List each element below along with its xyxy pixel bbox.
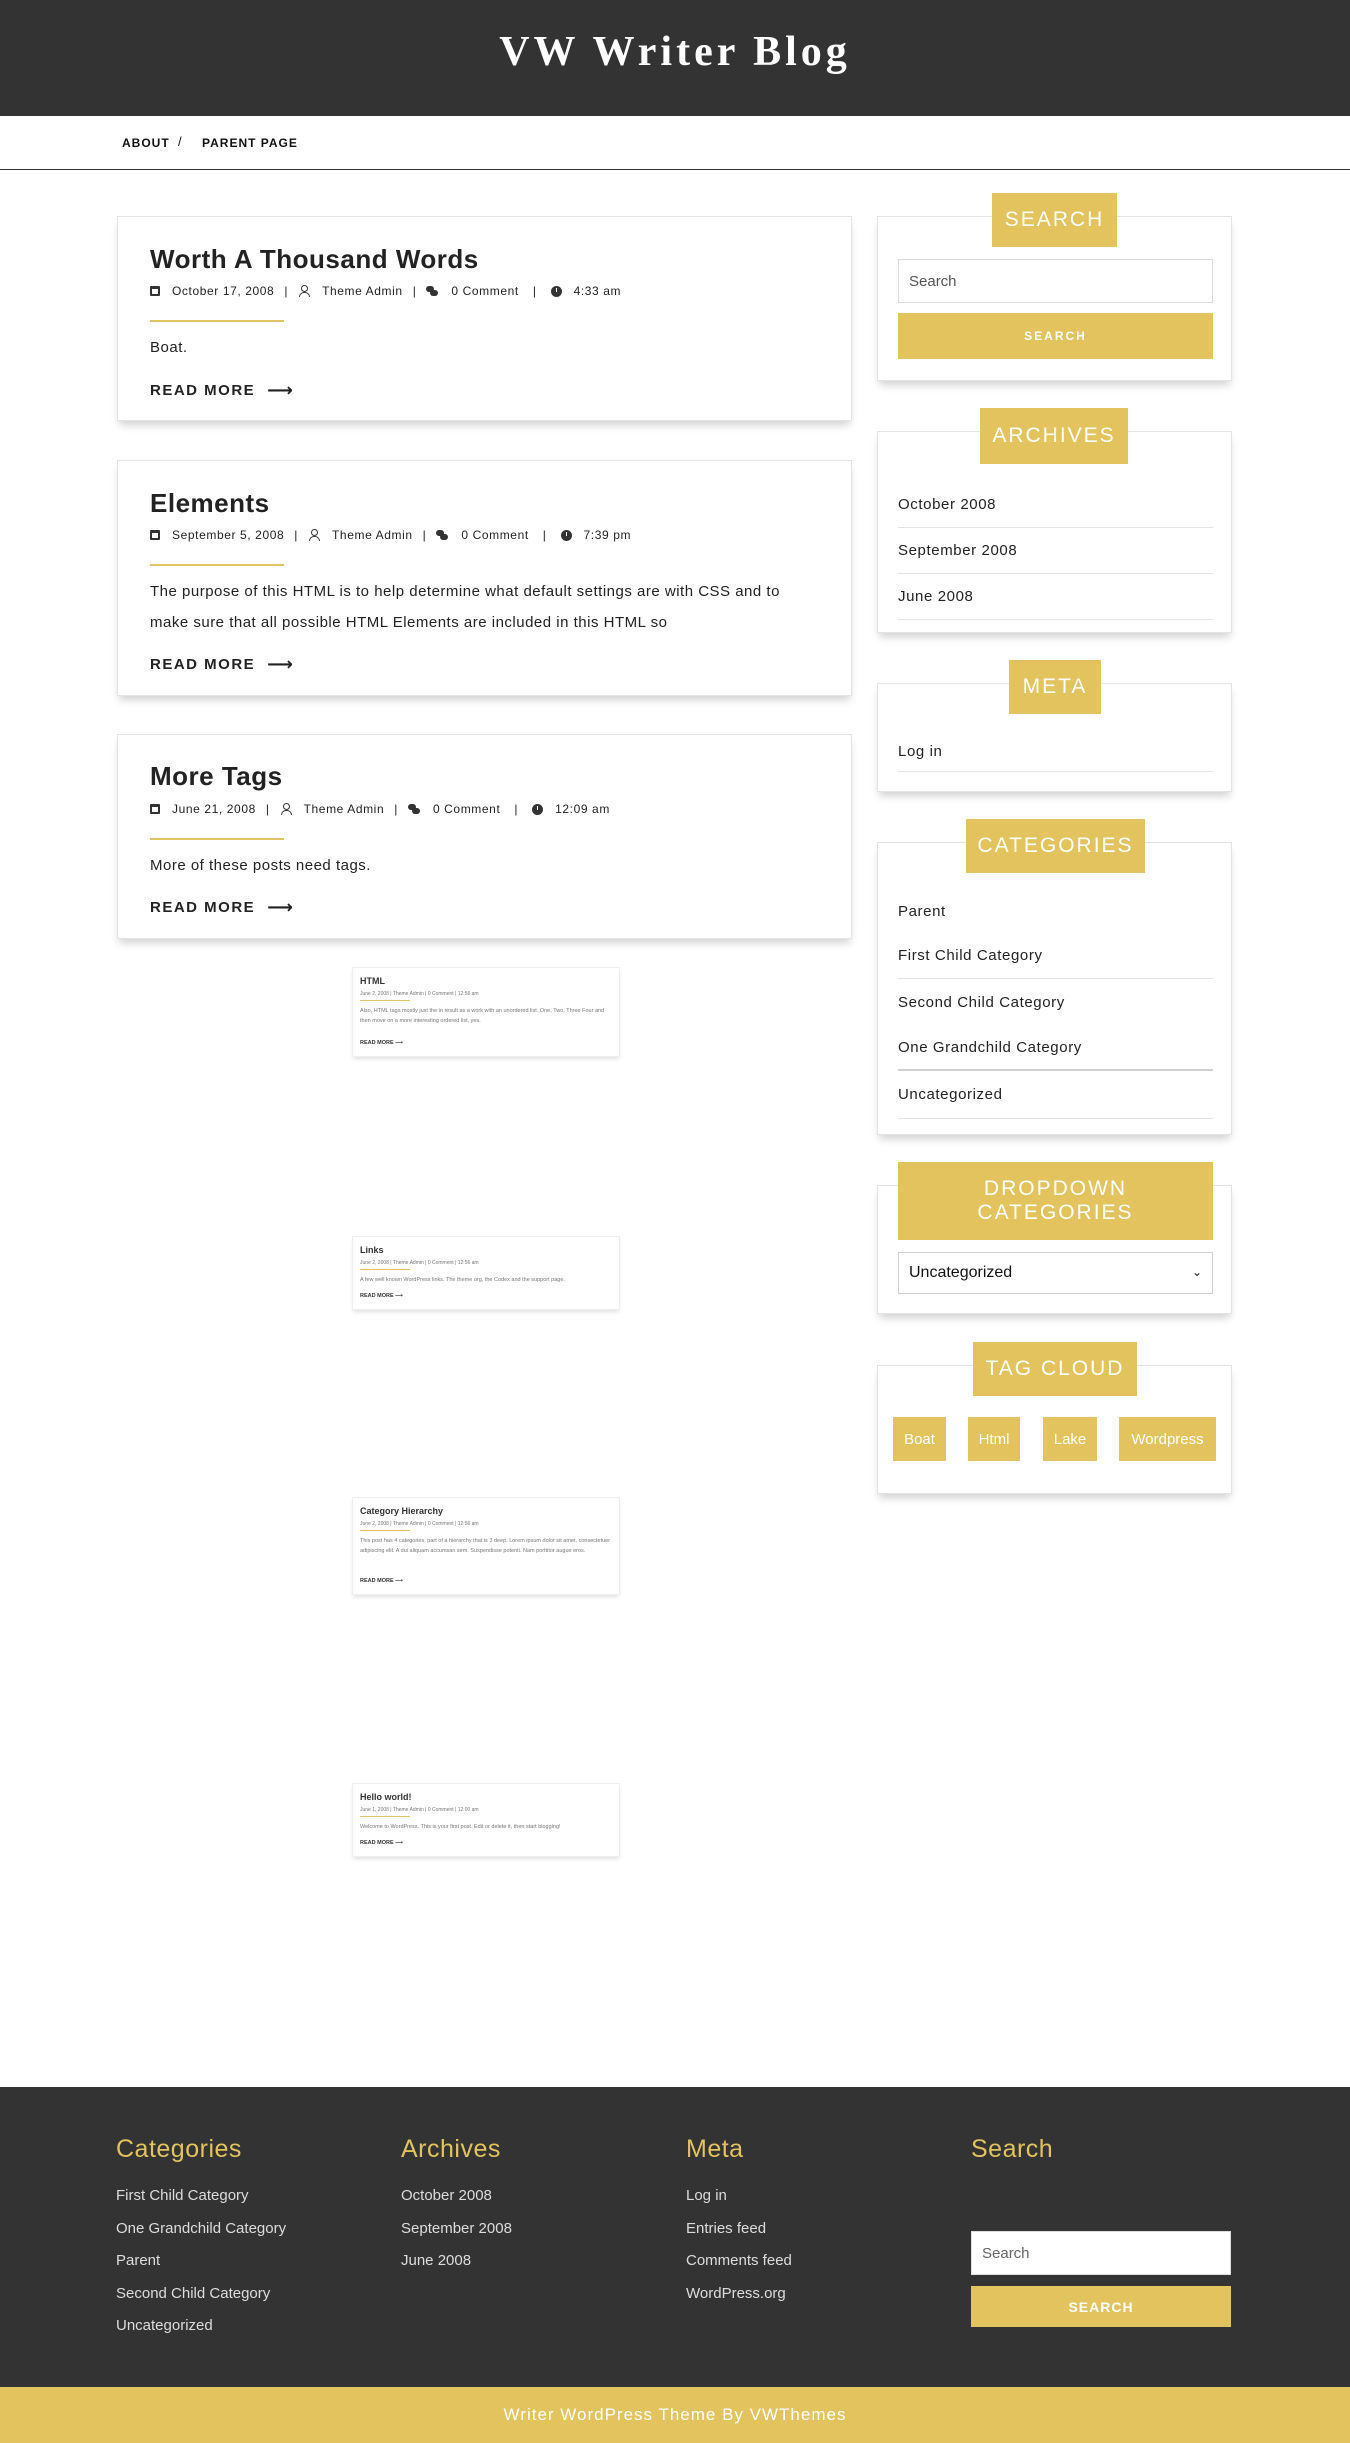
theme-credit-link[interactable]: Writer WordPress Theme By VWThemes: [503, 2405, 847, 2424]
post-title[interactable]: HTML: [360, 976, 385, 986]
read-more-link[interactable]: [150, 380, 294, 401]
category-link[interactable]: Uncategorized: [898, 1071, 1213, 1119]
arrow-right-icon: ⟶: [267, 380, 295, 400]
post-excerpt: The purpose of this HTML is to help determine what default settings are with CSS and to make sure that all possible HTML Elements are included in this HTML so: [150, 583, 780, 631]
clock-icon: [551, 286, 562, 297]
clock-icon: [561, 530, 572, 541]
footer-list: [116, 2182, 286, 2345]
post-date[interactable]: June 21, 2008: [172, 802, 256, 816]
main-navigation: [0, 116, 1350, 170]
widget-title: TAG CLOUD: [973, 1342, 1137, 1396]
footer-title: Archives: [401, 2135, 501, 2163]
post-title[interactable]: Links: [360, 1245, 384, 1255]
read-more-link[interactable]: READ MORE ⟶: [360, 1840, 404, 1846]
post-date[interactable]: September 5, 2008: [172, 528, 285, 542]
meta-list: [898, 732, 1213, 772]
post-time: 7:39 pm: [583, 528, 632, 542]
footer-link[interactable]: Second Child Category: [116, 2284, 271, 2302]
post-meta: June 2, 2008 | Theme Admin | 0 Comment | 12:56 am: [360, 1260, 479, 1266]
post-comments[interactable]: 0 Comment: [461, 528, 529, 542]
read-more-label: READ MORE: [360, 1840, 394, 1846]
mini-post-card: [352, 1497, 620, 1595]
site-title[interactable]: VW Writer Blog: [499, 29, 851, 75]
read-more-link[interactable]: READ MORE ⟶: [360, 1040, 404, 1046]
post-time: 12:09 am: [555, 802, 610, 816]
post-title[interactable]: Elements: [150, 488, 270, 518]
mini-post-card: [352, 1783, 620, 1857]
copyright-bar: [0, 2387, 1350, 2443]
tag-cloud-widget: [877, 1357, 1232, 1494]
search-button[interactable]: SEARCH: [898, 313, 1213, 359]
read-more-link[interactable]: [150, 897, 294, 918]
footer-link[interactable]: Log in: [686, 2187, 727, 2204]
footer-list: [401, 2182, 512, 2280]
read-more-label: READ MORE: [360, 1293, 394, 1299]
dropdown-categories-widget: [877, 1177, 1232, 1314]
post-meta: October 17, 2008 | Theme Admin | 0 Comment | 4:33 am: [150, 284, 621, 298]
search-input[interactable]: [898, 259, 1213, 303]
post-card: [117, 460, 852, 696]
clock-icon: [532, 804, 543, 815]
post-title[interactable]: More Tags: [150, 761, 283, 791]
footer-link[interactable]: June 2008: [401, 2252, 472, 2269]
site-footer: [0, 2087, 1350, 2387]
search-widget: [877, 208, 1232, 381]
read-more-label: READ MORE: [150, 899, 256, 916]
category-link[interactable]: Parent: [898, 902, 946, 920]
post-card: [117, 734, 852, 939]
tag-link[interactable]: Wordpress: [1119, 1417, 1216, 1461]
arrow-right-icon: ⟶: [267, 897, 295, 917]
footer-archives: [401, 2135, 512, 2280]
site-header: [0, 0, 1350, 116]
comment-icon: [436, 530, 449, 541]
title-underline: [150, 564, 284, 566]
arrow-right-icon: ⟶: [267, 654, 295, 674]
category-dropdown[interactable]: [898, 1252, 1213, 1294]
footer-categories: [116, 2135, 286, 2345]
tag-link[interactable]: Boat: [893, 1417, 946, 1461]
footer-meta: [686, 2135, 792, 2312]
footer-link[interactable]: Entries feed: [686, 2219, 767, 2237]
archive-link[interactable]: September 2008: [898, 528, 1213, 574]
title-underline: [150, 320, 284, 322]
mini-post-card: [352, 967, 620, 1057]
title-underline: [360, 1816, 410, 1817]
post-excerpt: More of these posts need tags.: [150, 857, 371, 874]
post-excerpt: This post has 4 categories, part of a hierarchy that is 3 deep. Lorem ipsum dolor sit amet, consectetuer adipiscing elit. A dui aliquam accumsan sem. Suspendisse potenti. Nam porttitor augue eros.: [360, 1538, 611, 1554]
category-link[interactable]: Second Child Category: [898, 993, 1065, 1011]
widget-title: DROPDOWN CATEGORIES: [898, 1162, 1213, 1240]
user-icon: [308, 529, 320, 541]
nav-item-about[interactable]: ABOUT: [122, 136, 170, 150]
read-more-link[interactable]: READ MORE ⟶: [360, 1293, 404, 1299]
calendar-icon: [150, 804, 160, 814]
footer-title: Meta: [686, 2135, 744, 2163]
post-meta: June 21, 2008 | Theme Admin | 0 Comment | 12:09 am: [150, 802, 610, 816]
tag-link[interactable]: Lake: [1043, 1417, 1097, 1461]
title-underline: [150, 838, 284, 840]
widget-title: SEARCH: [992, 193, 1117, 247]
archives-list: [898, 482, 1213, 620]
archive-link[interactable]: October 2008: [898, 482, 1213, 528]
post-date[interactable]: October 17, 2008: [172, 284, 275, 298]
post-excerpt: A few well known WordPress links. The theme org, the Codex and the support page.: [360, 1277, 565, 1283]
footer-search: [971, 2135, 1233, 2335]
calendar-icon: [150, 286, 160, 296]
title-underline: [360, 1269, 410, 1270]
post-author[interactable]: Theme Admin: [322, 284, 403, 298]
meta-widget: [877, 675, 1232, 792]
category-link[interactable]: First Child Category: [898, 933, 1213, 979]
title-underline: [360, 1000, 410, 1001]
archive-link[interactable]: June 2008: [898, 574, 1213, 620]
category-link[interactable]: One Grandchild Category: [898, 1025, 1213, 1071]
categories-list: [898, 889, 1213, 1119]
chevron-down-icon: ⌄: [1191, 1265, 1202, 1279]
footer-title: Search: [971, 2135, 1054, 2163]
read-more-label: READ MORE: [360, 1578, 394, 1584]
footer-search-input[interactable]: [971, 2231, 1231, 2275]
comment-icon: [408, 804, 421, 815]
post-meta: June 2, 2008 | Theme Admin | 0 Comment | 12:56 am: [360, 991, 479, 997]
mini-post-card: [352, 1236, 620, 1310]
post-excerpt: Also, HTML tags mostly just the in result as a work with an unordered list. One, Two, Three Four and then move on a more interesting ordered list, yes.: [360, 1008, 605, 1024]
post-title[interactable]: Worth A Thousand Words: [150, 244, 479, 274]
read-more-label: READ MORE: [150, 382, 256, 399]
comment-icon: [426, 286, 439, 297]
footer-list: [686, 2182, 792, 2312]
post-comments[interactable]: 0 Comment: [451, 284, 519, 298]
calendar-icon: [150, 530, 160, 540]
footer-search-button[interactable]: SEARCH: [971, 2286, 1231, 2327]
widget-title: ARCHIVES: [980, 408, 1128, 464]
footer-link[interactable]: Parent: [116, 2252, 161, 2269]
footer-link[interactable]: WordPress.org: [686, 2284, 786, 2302]
read-more-label: READ MORE: [150, 656, 256, 673]
widget-title: CATEGORIES: [966, 819, 1145, 873]
user-icon: [298, 285, 310, 297]
post-excerpt: Boat.: [150, 339, 188, 356]
archives-widget: [877, 424, 1232, 633]
footer-link[interactable]: Comments feed: [686, 2252, 792, 2269]
post-meta: June 1, 2008 | Theme Admin | 0 Comment | 12:00 am: [360, 1807, 479, 1813]
widget-title: META: [1009, 660, 1101, 714]
categories-widget: [877, 834, 1232, 1135]
post-author[interactable]: Theme Admin: [332, 528, 413, 542]
read-more-link[interactable]: READ MORE ⟶: [360, 1578, 404, 1584]
post-excerpt: Welcome to WordPress. This is your first post. Edit or delete it, then start blogging!: [360, 1824, 561, 1830]
footer-link[interactable]: One Grandchild Category: [116, 2219, 287, 2237]
footer-title: Categories: [116, 2135, 242, 2163]
post-comments[interactable]: 0 Comment: [432, 802, 501, 816]
user-icon: [280, 803, 292, 815]
post-author[interactable]: Theme Admin: [303, 802, 385, 816]
read-more-label: READ MORE: [360, 1040, 394, 1046]
post-card: [117, 216, 852, 421]
tag-link[interactable]: Html: [968, 1417, 1020, 1461]
nav-item-parent-page[interactable]: PARENT PAGE: [202, 136, 298, 150]
nav-separator: /: [178, 134, 182, 149]
post-meta: September 5, 2008 | Theme Admin | 0 Comment | 7:39 pm: [150, 528, 631, 542]
title-underline: [360, 1530, 410, 1531]
footer-link[interactable]: October 2008: [401, 2187, 492, 2204]
meta-link-log-in[interactable]: Log in: [898, 732, 1213, 772]
post-time: 4:33 am: [573, 284, 622, 298]
post-meta: June 2, 2008 | Theme Admin | 0 Comment | 12:56 am: [360, 1521, 479, 1527]
footer-link[interactable]: Uncategorized: [116, 2317, 213, 2334]
footer-link[interactable]: September 2008: [401, 2219, 512, 2237]
post-title[interactable]: Category Hierarchy: [360, 1506, 444, 1516]
dropdown-selected-value: Uncategorized: [909, 1264, 1013, 1281]
footer-link[interactable]: First Child Category: [116, 2187, 249, 2204]
read-more-link[interactable]: [150, 654, 294, 675]
post-title[interactable]: Hello world!: [360, 1792, 412, 1802]
